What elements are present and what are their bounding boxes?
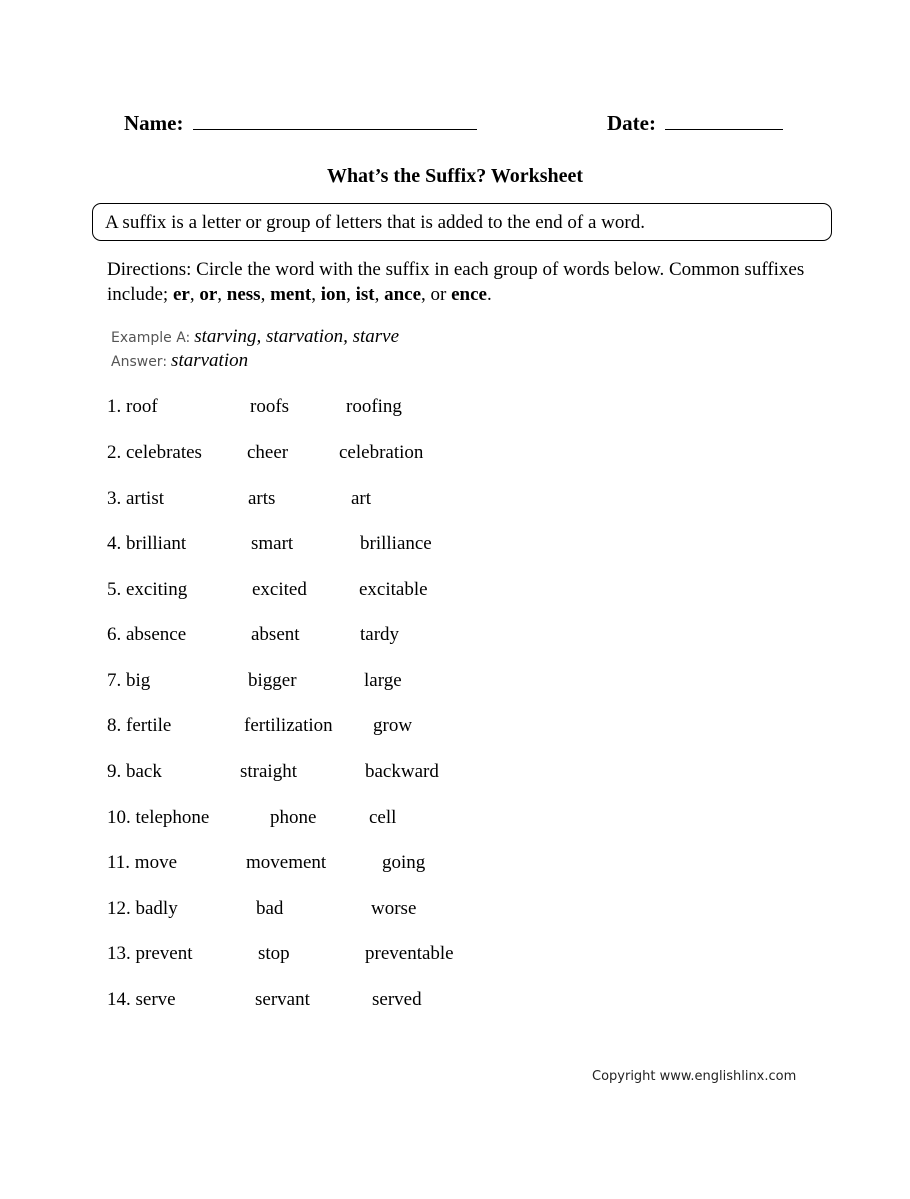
question-7-option-2[interactable]: bigger	[248, 670, 297, 691]
question-12-option-3[interactable]: worse	[371, 898, 417, 919]
question-9-option-3[interactable]: backward	[365, 761, 439, 782]
question-8-option-3[interactable]: grow	[373, 715, 413, 736]
suffix-er: er	[172, 284, 190, 305]
name-label: Name:	[124, 111, 184, 135]
date-label: Date:	[607, 111, 656, 135]
answer-line	[111, 350, 248, 372]
question-11-option-2[interactable]: movement	[246, 852, 327, 873]
copyright-footer: Copyright www.englishlinx.com	[592, 1069, 797, 1084]
suffix-ance: ance	[384, 284, 422, 305]
question-3-option-3[interactable]: art	[351, 488, 372, 509]
question-10-option-2[interactable]: phone	[270, 807, 317, 828]
example-words: starving, starvation, starve	[194, 326, 400, 347]
question-11-option-3[interactable]: going	[382, 852, 426, 873]
suffix-ion: ion	[320, 284, 347, 305]
question-13-option-2[interactable]: stop	[258, 943, 290, 964]
question-5-label[interactable]: 5. exciting	[107, 579, 188, 600]
question-12-option-2[interactable]: bad	[256, 898, 284, 919]
question-9-option-2[interactable]: straight	[240, 761, 297, 782]
question-10-option-3[interactable]: cell	[369, 807, 397, 828]
question-7-label[interactable]: 7. big	[107, 670, 151, 691]
question-13-label[interactable]: 13. prevent	[107, 943, 193, 964]
question-3-option-2[interactable]: arts	[248, 488, 276, 509]
question-9-label[interactable]: 9. back	[107, 761, 162, 782]
question-14-label[interactable]: 14. serve	[107, 989, 176, 1010]
date-blank-line[interactable]	[665, 109, 783, 130]
directions-intro: Directions: Circle the word with the suffix in each group of words below. Common suffixes include;	[107, 259, 805, 305]
suffix-ness: ness	[226, 284, 261, 305]
suffix-or: or	[199, 284, 218, 305]
question-1-option-3[interactable]: roofing	[346, 396, 402, 417]
directions-conjunction: or	[430, 284, 447, 305]
question-3-label[interactable]: 3. artist	[107, 488, 164, 509]
answer-word: starvation	[171, 350, 249, 371]
question-2-option-2[interactable]: cheer	[247, 442, 289, 463]
suffix-ment: ment	[270, 284, 312, 305]
question-4-label[interactable]: 4. brilliant	[107, 533, 187, 554]
question-4-option-3[interactable]: brilliance	[360, 533, 432, 554]
question-2-option-3[interactable]: celebration	[339, 442, 424, 463]
question-6-label[interactable]: 6. absence	[107, 624, 187, 645]
suffix-ence: ence	[451, 284, 487, 305]
date-field	[607, 109, 783, 136]
question-6-option-3[interactable]: tardy	[360, 624, 400, 645]
example-line	[111, 326, 399, 348]
question-6-option-2[interactable]: absent	[251, 624, 300, 645]
question-7-option-3[interactable]: large	[364, 670, 402, 691]
definition-text: A suffix is a letter or group of letters that is added to the end of a word.	[105, 212, 645, 233]
question-13-option-3[interactable]: preventable	[365, 943, 454, 964]
question-8-option-2[interactable]: fertilization	[244, 715, 333, 736]
name-blank-line[interactable]	[193, 109, 477, 130]
question-14-option-3[interactable]: served	[372, 989, 422, 1010]
question-4-option-2[interactable]: smart	[251, 533, 294, 554]
name-field	[124, 109, 477, 136]
question-1-label[interactable]: 1. roof	[107, 396, 158, 417]
example-label: Example A:	[111, 330, 191, 346]
question-10-label[interactable]: 10. telephone	[107, 807, 210, 828]
question-5-option-3[interactable]: excitable	[359, 579, 428, 600]
question-11-label[interactable]: 11. move	[107, 852, 178, 873]
suffix-ist: ist	[355, 284, 375, 305]
directions: Directions: Circle the word with the suffix in each group of words below. Common suffixes include; er, or, ness, ment, ion, ist, ance, or ence.	[107, 259, 805, 305]
definition-box	[92, 203, 832, 241]
question-1-option-2[interactable]: roofs	[250, 396, 290, 417]
question-5-option-2[interactable]: excited	[252, 579, 307, 600]
answer-label: Answer:	[111, 354, 168, 370]
worksheet-title: What’s the Suffix? Worksheet	[326, 165, 584, 187]
question-14-option-2[interactable]: servant	[255, 989, 310, 1010]
question-12-label[interactable]: 12. badly	[107, 898, 178, 919]
question-2-label[interactable]: 2. celebrates	[107, 442, 202, 463]
question-8-label[interactable]: 8. fertile	[107, 715, 172, 736]
